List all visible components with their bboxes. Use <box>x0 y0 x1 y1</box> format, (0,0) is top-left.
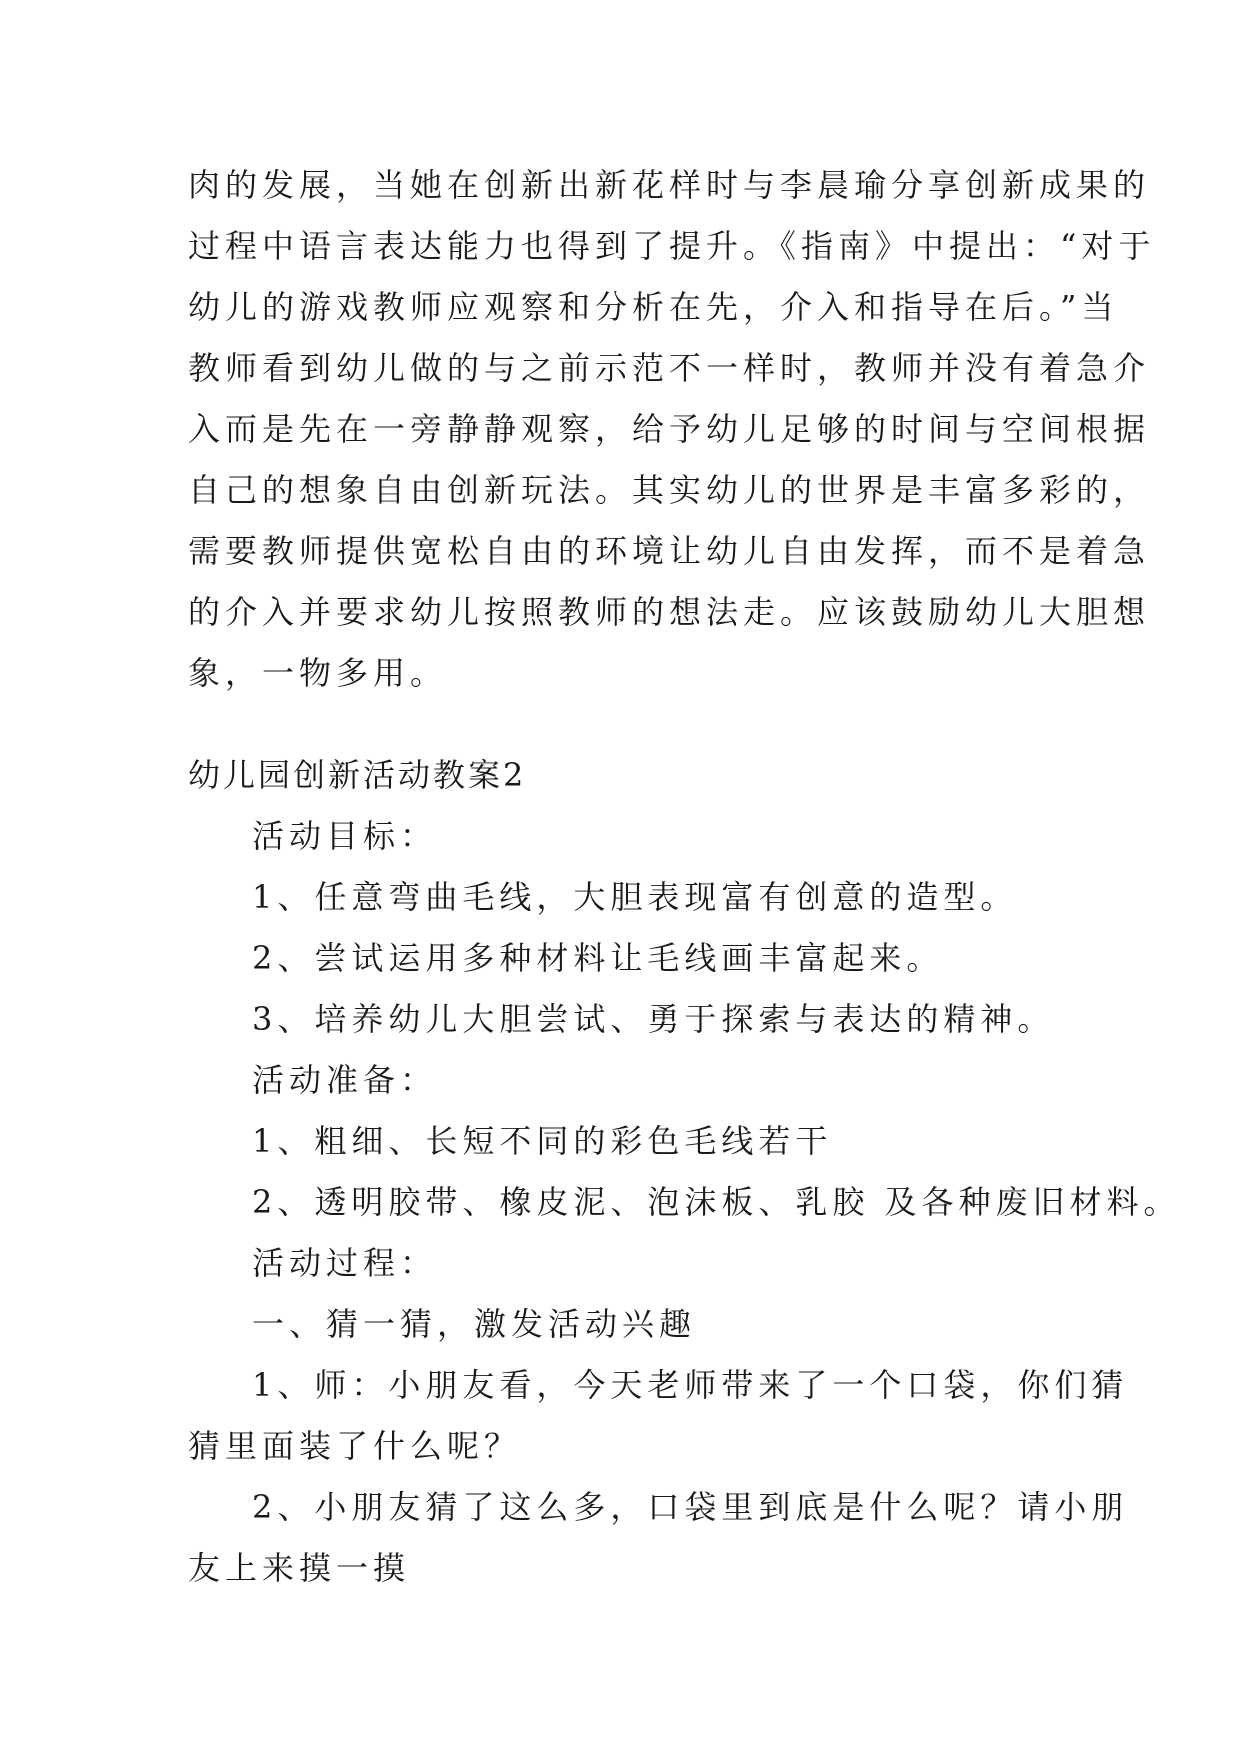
paragraph-line: 过程中语言表达能力也得到了提升。《指南》中提出：“对于 <box>188 227 1156 265</box>
intro-paragraph <box>188 155 1156 704</box>
paragraph-line: 象，一物多用。 <box>188 654 448 692</box>
process-item: 1、师：小朋友看，今天老师带来了一个口袋，你们猜 <box>252 1366 1129 1404</box>
objective-item: 3、培养幼儿大胆尝试、勇于探索与表达的精神。 <box>252 1000 1055 1038</box>
paragraph-line: 入而是先在一旁静静观察，给予幼儿足够的时间与空间根据 <box>188 410 1151 448</box>
process-item: 2、小朋友猜了这么多，口袋里到底是什么呢？请小朋 <box>252 1488 1129 1526</box>
objectives-heading: 活动目标： <box>252 817 438 855</box>
objective-item: 2、尝试运用多种材料让毛线画丰富起来。 <box>252 939 944 977</box>
paragraph-line: 教师看到幼儿做的与之前示范不一样时，教师并没有着急介 <box>188 349 1151 387</box>
paragraph-line: 自己的想象自由创新玩法。其实幼儿的世界是丰富多彩的， <box>188 471 1151 509</box>
section-title: 幼儿园创新活动教案2 <box>188 756 527 794</box>
process-heading: 活动过程： <box>252 1244 438 1282</box>
process-step-heading: 一、猜一猜，激发活动兴趣 <box>252 1305 697 1343</box>
preparation-heading: 活动准备： <box>252 1061 438 1099</box>
process-item-continuation: 猜里面装了什么呢？ <box>188 1427 522 1465</box>
objective-item: 1、任意弯曲毛线，大胆表现富有创意的造型。 <box>252 878 1018 916</box>
preparation-item: 1、粗细、长短不同的彩色毛线若干 <box>252 1122 833 1160</box>
paragraph-line: 幼儿的游戏教师应观察和分析在先，介入和指导在后。”当 <box>188 288 1119 326</box>
paragraph-line: 的介入并要求幼儿按照教师的想法走。应该鼓励幼儿大胆想 <box>188 593 1151 631</box>
process-item-continuation: 友上来摸一摸 <box>188 1549 411 1587</box>
lesson-plan-body <box>188 806 1181 1599</box>
paragraph-line: 需要教师提供宽松自由的环境让幼儿自由发挥，而不是着急 <box>188 532 1151 570</box>
paragraph-line: 肉的发展，当她在创新出新花样时与李晨瑜分享创新成果的 <box>188 166 1151 204</box>
preparation-item: 2、透明胶带、橡皮泥、泡沫板、乳胶 及各种废旧材料。 <box>252 1183 1181 1221</box>
